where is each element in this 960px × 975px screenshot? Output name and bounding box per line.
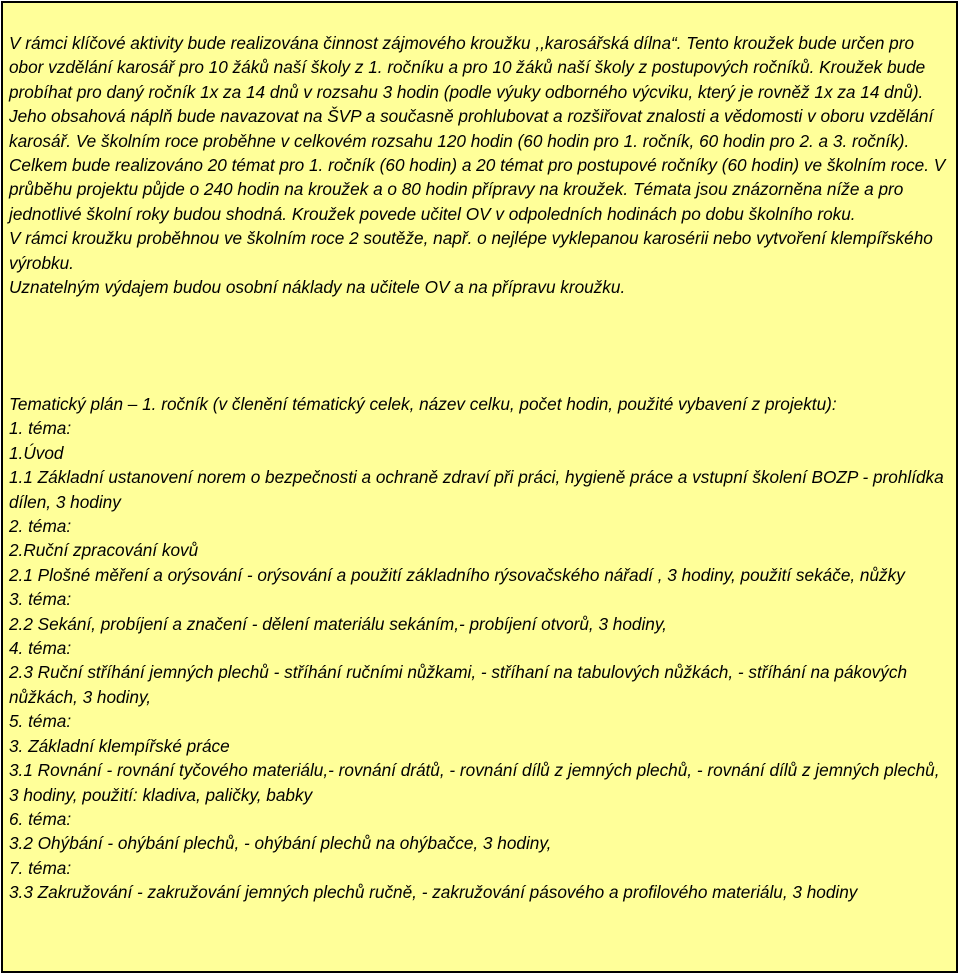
plan-heading: Tematický plán – 1. ročník (v členění tématický celek, název celku, počet hodin, použité vybavení z projektu): — [9, 394, 837, 414]
plan-line: 2. téma: — [9, 516, 72, 537]
plan-line: 1.Úvod — [9, 442, 64, 463]
plan-line: 3.3 Zakružování - zakružování jemných plechů ručně, - zakružování pásového a profilového materiálu, 3 hodiny — [9, 882, 858, 903]
plan-line: 2.2 Sekání, probíjení a značení - dělení materiálu sekáním,- probíjení otvorů, 3 hodiny, — [9, 613, 667, 634]
plan-line: 5. téma: — [9, 711, 72, 732]
plan-line: 3.1 Rovnání - rovnání tyčového materiálu,- rovnání drátů, - rovnání dílů z jemných plechů, - rovnání dílů z jemných plechů, 3 hodiny, použití: kladiva, paličky, babky — [9, 760, 940, 805]
plan-line: 1. téma: — [9, 418, 72, 439]
plan-line: 3. téma: — [9, 589, 72, 610]
plan-line: 7. téma: — [9, 857, 72, 878]
intro-section — [9, 31, 950, 299]
thematic-plan — [9, 392, 950, 905]
plan-line: 3. Základní klempířské práce — [9, 735, 230, 756]
intro-paragraph: V rámci klíčové aktivity bude realizována činnost zájmového kroužku ,,karosářská dílna“. Tento kroužek bude určen pro obor vzdělání karosář pro 10 žáků naší školy z 1. ročníku a pro 10 žáků naší školy z postupových ročníků. — [9, 33, 915, 78]
plan-line: 3.2 Ohýbání - ohýbání plechů, - ohýbání plechů na ohýbačce, 3 hodiny, — [9, 833, 552, 854]
intro-contest: V rámci kroužku proběhnou ve školním roce 2 soutěže, např. o nejlépe vyklepanou karosérii nebo vytvoření klempířského výrobku. — [9, 228, 933, 273]
plan-line: 1.1 Základní ustanovení norem o bezpečnosti a ochraně zdraví při práci, hygieně práce a vstupní školení BOZP - prohlídka dílen, 3 hodiny — [9, 467, 944, 512]
intro-content: Jeho obsahová náplň bude navazovat na ŠVP a současně prohlubovat a rozšiřovat znalosti a vědomosti v oboru vzdělání karosář. Ve školním roce proběhne v celkovém rozsahu 120 hodin (60 hodin pro 1. ročník, 60 hodin pro 2. a 3. ročník). Celkem bude realizováno 20 témat pro 1. ročník (60 hodin) a 20 témat pro postupové ročníky (60 hodin) ve školním roce. V průběhu projektu půjde o 240 hodin na kroužek a o 80 hodin přípravy na kroužek. Témata jsou znázorněna níže a pro jednotlivé školní roky budou shodná. Kroužek povede učitel OV v odpoledních hodinách po dobu školního roku. — [9, 106, 946, 224]
document-page — [1, 1, 958, 973]
intro-schedule: Kroužek bude probíhat pro daný ročník 1x za 14 dnů v rozsahu 3 hodin (podle výuky odborného výcviku, který je rovněž 1x za 14 dnů). — [9, 57, 926, 102]
intro-costs: Uznatelným výdajem budou osobní náklady na učitele OV a na přípravu kroužku. — [9, 277, 626, 298]
plan-line: 2.3 Ruční stříhání jemných plechů - stříhání ručními nůžkami, - stříhaní na tabulových nůžkách, - stříhání na pákových nůžkách, 3 hodiny, — [9, 662, 907, 707]
plan-line: 2.1 Plošné měření a orýsování - orýsování a použití základního rýsovačského nářadí , 3 hodiny, použití sekáče, nůžky — [9, 564, 905, 585]
plan-line: 4. téma: — [9, 638, 72, 659]
plan-line: 6. téma: — [9, 808, 72, 829]
plan-line: 2.Ruční zpracování kovů — [9, 540, 199, 561]
